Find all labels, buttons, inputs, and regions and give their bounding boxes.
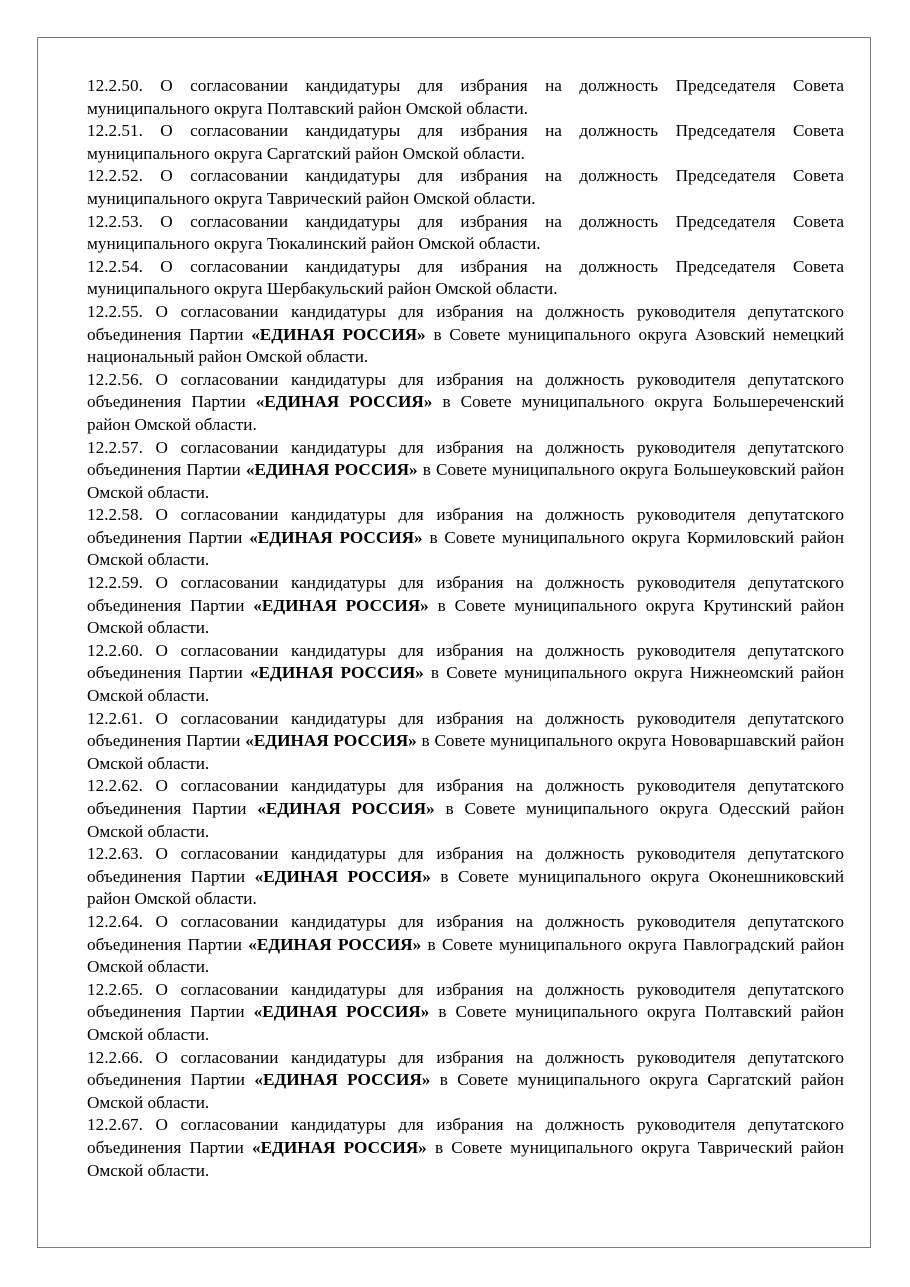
agenda-item <box>87 1114 844 1182</box>
item-number: 12.2.51. <box>87 121 143 141</box>
party-name: «ЕДИНАЯ РОССИЯ» <box>249 527 423 547</box>
item-number: 12.2.58. <box>87 505 143 525</box>
item-text: О согласовании кандидатуры для избрания на должность руководителя депутатского объединения Партии <box>87 844 845 886</box>
item-text: О согласовании кандидатуры для избрания на должность руководителя депутатского объединения Партии <box>87 979 845 1022</box>
item-text-end: в Совете муниципального округа Павлоградский район Омской области. <box>87 934 845 977</box>
item-number: 12.2.53. <box>87 211 143 231</box>
item-number: 12.2.52. <box>87 166 143 186</box>
agenda-list <box>87 75 844 1182</box>
party-name: «ЕДИНАЯ РОССИЯ» <box>253 1002 430 1022</box>
party-name: «ЕДИНАЯ РОССИЯ» <box>251 1137 427 1157</box>
item-text: О согласовании кандидатуры для избрания на должность Председателя Совета муниципального округа Полтавский район Омской области. <box>87 76 844 118</box>
party-name: «ЕДИНАЯ РОССИЯ» <box>245 460 418 480</box>
item-number: 12.2.54. <box>87 256 143 276</box>
item-text: О согласовании кандидатуры для избрания на должность Председателя Совета муниципального округа Таврический район Омской области. <box>87 166 844 208</box>
agenda-item <box>87 211 844 256</box>
agenda-item <box>87 75 844 120</box>
item-number: 12.2.56. <box>87 369 143 389</box>
item-text-end: в Совете муниципального округа Саргатский район Омской области. <box>87 1070 845 1112</box>
item-number: 12.2.55. <box>87 301 143 321</box>
item-text-end: в Совете муниципального округа Таврический район Омской области. <box>87 1137 844 1180</box>
item-text-end: в Совете муниципального округа Большереченский район Омской области. <box>87 392 845 434</box>
agenda-item <box>87 775 844 843</box>
item-text: О согласовании кандидатуры для избрания на должность руководителя депутатского объединения Партии <box>87 573 845 615</box>
item-text-end: в Совете муниципального округа Кормиловский район Омской области. <box>87 527 845 570</box>
party-name: «ЕДИНАЯ РОССИЯ» <box>255 392 433 412</box>
item-number: 12.2.50. <box>87 76 143 95</box>
item-text-end: в Совете муниципального округа Азовский немецкий национальный район Омской области. <box>87 324 845 367</box>
item-text-end: в Совете муниципального округа Нововаршавский район Омской области. <box>87 731 845 773</box>
agenda-item <box>87 843 844 911</box>
item-number: 12.2.65. <box>87 979 143 999</box>
item-text: О согласовании кандидатуры для избрания на должность руководителя депутатского объединения Партии <box>87 776 845 818</box>
item-text-end: в Совете муниципального округа Оконешниковский район Омской области. <box>87 866 845 909</box>
party-name: «ЕДИНАЯ РОССИЯ» <box>245 731 417 751</box>
agenda-item <box>87 1047 844 1115</box>
party-name: «ЕДИНАЯ РОССИЯ» <box>249 663 424 683</box>
item-text-end: в Совете муниципального округа Полтавский район Омской области. <box>87 1002 845 1044</box>
agenda-item <box>87 165 844 210</box>
agenda-item <box>87 256 844 301</box>
agenda-item <box>87 120 844 165</box>
item-text: О согласовании кандидатуры для избрания на должность Председателя Совета муниципального округа Шербакульский район Омской области. <box>87 256 844 299</box>
item-text: О согласовании кандидатуры для избрания на должность руководителя депутатского объединения Партии <box>87 640 845 683</box>
agenda-item <box>87 572 844 640</box>
item-text: О согласовании кандидатуры для избрания на должность руководителя депутатского объединения Партии <box>87 1115 845 1157</box>
agenda-item <box>87 301 844 369</box>
item-number: 12.2.61. <box>87 708 143 728</box>
agenda-item <box>87 979 844 1047</box>
item-text: О согласовании кандидатуры для избрания на должность Председателя Совета муниципального округа Саргатский район Омской области. <box>87 121 844 163</box>
item-number: 12.2.62. <box>87 776 143 796</box>
item-text: О согласовании кандидатуры для избрания на должность руководителя депутатского объединения Партии <box>87 911 845 954</box>
item-text-end: в Совете муниципального округа Большеуковский район Омской области. <box>87 460 845 502</box>
item-number: 12.2.67. <box>87 1115 143 1135</box>
item-text: О согласовании кандидатуры для избрания на должность руководителя депутатского объединения Партии <box>87 301 845 344</box>
item-number: 12.2.60. <box>87 640 143 660</box>
agenda-item <box>87 708 844 776</box>
party-name: «ЕДИНАЯ РОССИЯ» <box>253 595 429 615</box>
item-text: О согласовании кандидатуры для избрания на должность руководителя депутатского объединения Партии <box>87 505 845 547</box>
party-name: «ЕДИНАЯ РОССИЯ» <box>254 1070 431 1090</box>
item-text: О согласовании кандидатуры для избрания на должность руководителя депутатского объединения Партии <box>87 369 845 412</box>
agenda-item <box>87 640 844 708</box>
item-text-end: в Совете муниципального округа Крутинский район Омской области. <box>87 595 845 638</box>
agenda-item <box>87 369 844 437</box>
item-text: О согласовании кандидатуры для избрания на должность Председателя Совета муниципального округа Тюкалинский район Омской области. <box>87 211 844 254</box>
item-number: 12.2.66. <box>87 1047 143 1067</box>
item-text-end: в Совете муниципального округа Нижнеомский район Омской области. <box>87 663 845 706</box>
item-number: 12.2.63. <box>87 844 143 864</box>
party-name: «ЕДИНАЯ РОССИЯ» <box>257 799 435 818</box>
agenda-item <box>87 504 844 572</box>
party-name: «ЕДИНАЯ РОССИЯ» <box>248 934 422 954</box>
agenda-item <box>87 911 844 979</box>
agenda-item <box>87 437 844 505</box>
party-name: «ЕДИНАЯ РОССИЯ» <box>254 866 431 886</box>
party-name: «ЕДИНАЯ РОССИЯ» <box>251 324 426 344</box>
item-number: 12.2.59. <box>87 573 143 593</box>
item-number: 12.2.64. <box>87 911 143 931</box>
item-text: О согласовании кандидатуры для избрания на должность руководителя депутатского объединения Партии <box>87 1047 845 1090</box>
item-text: О согласовании кандидатуры для избрания на должность руководителя депутатского объединения Партии <box>87 708 845 751</box>
item-text-end: в Совете муниципального округа Одесский район Омской области. <box>87 799 845 841</box>
item-number: 12.2.57. <box>87 437 143 457</box>
item-text: О согласовании кандидатуры для избрания на должность руководителя депутатского объединения Партии <box>87 437 845 480</box>
